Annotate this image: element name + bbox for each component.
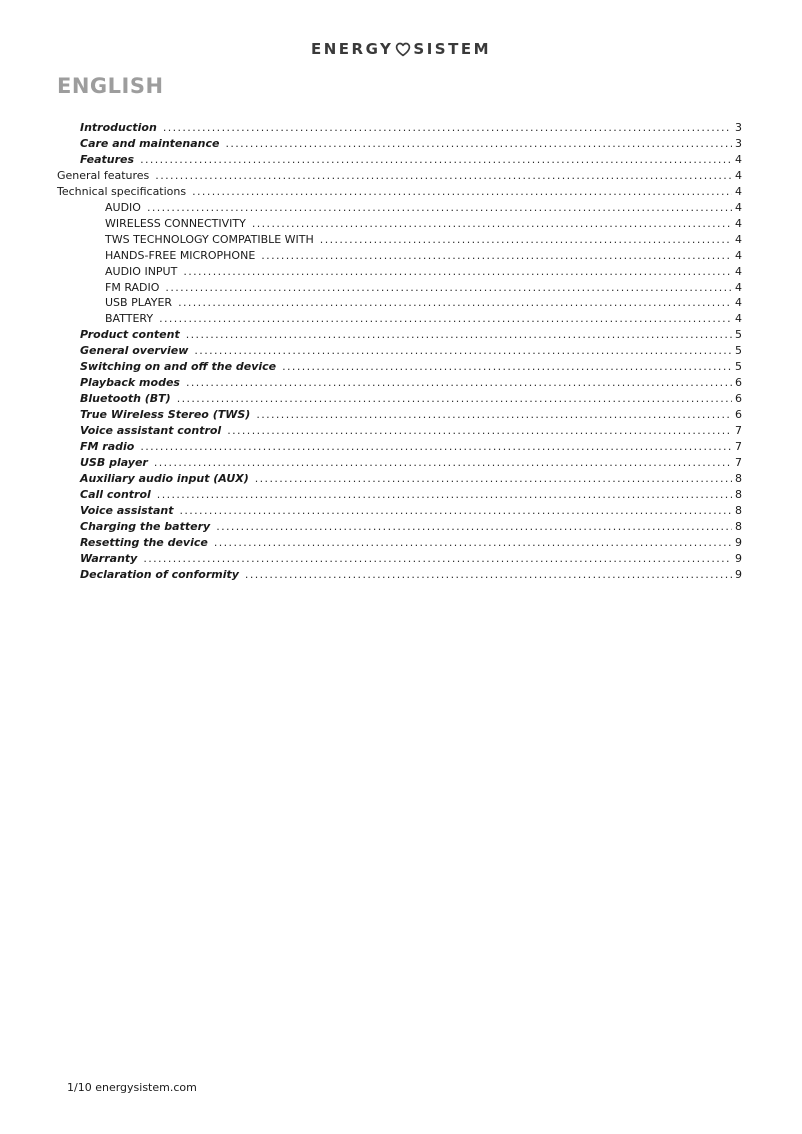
toc-entry-label: Warranty — [80, 551, 138, 565]
toc-entry — [57, 423, 742, 439]
toc-entry-label: USB player — [80, 456, 148, 470]
toc-entry — [57, 343, 742, 359]
dot-leader — [153, 311, 732, 327]
heart-icon — [395, 42, 411, 57]
toc-entry-label: Resetting the device — [80, 535, 208, 549]
toc-entry — [57, 120, 742, 136]
toc-entry-page: 5 — [735, 360, 742, 374]
dot-leader — [239, 567, 732, 583]
toc-entry — [57, 216, 742, 232]
toc-entry-page: 8 — [735, 503, 742, 517]
toc-entry — [57, 327, 742, 343]
dot-leader — [314, 232, 732, 248]
toc-entry-label: HANDS-FREE MICROPHONE — [105, 248, 256, 262]
toc-entry-label: AUDIO INPUT — [105, 264, 178, 278]
dot-leader — [149, 168, 732, 184]
toc-entry-page: 3 — [735, 121, 742, 134]
dot-leader — [137, 551, 732, 567]
toc-entry-page: 4 — [735, 248, 742, 262]
toc-entry — [57, 535, 742, 551]
dot-leader — [173, 503, 732, 519]
dot-leader — [246, 216, 732, 232]
toc-entry-page: 9 — [735, 551, 742, 565]
dot-leader — [221, 423, 732, 439]
dot-leader — [141, 200, 732, 216]
dot-leader — [249, 471, 732, 487]
toc-entry-page: 8 — [735, 471, 742, 485]
dot-leader — [255, 248, 732, 264]
dot-leader — [148, 455, 732, 471]
toc-entry-page: 4 — [735, 168, 742, 182]
toc-entry-label: Features — [80, 152, 135, 166]
dot-leader — [208, 535, 732, 551]
toc-entry — [57, 264, 742, 280]
dot-leader — [157, 120, 732, 136]
dot-leader — [180, 375, 732, 391]
toc-entry-page: 7 — [735, 440, 742, 454]
toc-entry-label: Technical specifications — [57, 184, 187, 198]
toc-entry-page: 6 — [735, 408, 742, 422]
toc-entry — [57, 519, 742, 535]
dot-leader — [151, 487, 732, 503]
toc-entry — [57, 311, 742, 327]
toc-entry — [57, 295, 742, 311]
toc-entry-page: 4 — [735, 216, 742, 230]
toc-entry — [57, 471, 742, 487]
toc-entry-page: 7 — [735, 456, 742, 470]
page-footer: 1/10 energysistem.com — [67, 1081, 197, 1094]
brand-logo — [0, 0, 802, 58]
toc-entry-label: True Wireless Stereo (TWS) — [80, 408, 251, 422]
logo-text-energy: ENERGY — [310, 40, 394, 58]
toc-entry-label: Auxiliary audio input (AUX) — [80, 471, 249, 485]
toc-entry-label: Bluetooth (BT) — [80, 392, 171, 406]
toc-entry — [57, 280, 742, 296]
toc-entry-page: 8 — [735, 487, 742, 501]
toc-entry — [57, 439, 742, 455]
dot-leader — [250, 407, 732, 423]
toc-entry — [57, 152, 742, 168]
table-of-contents — [57, 120, 742, 583]
toc-entry — [57, 455, 742, 471]
toc-entry-label: Call control — [80, 487, 151, 501]
toc-entry — [57, 407, 742, 423]
toc-entry-label: TWS TECHNOLOGY COMPATIBLE WITH — [105, 232, 314, 246]
toc-entry-page: 3 — [735, 136, 742, 150]
logo-text-sistem: SISTEM — [413, 40, 492, 58]
toc-entry-page: 8 — [735, 519, 742, 533]
toc-entry-page: 5 — [735, 328, 742, 342]
page-title: ENGLISH — [57, 74, 164, 98]
toc-entry-label: USB PLAYER — [105, 296, 173, 310]
toc-entry — [57, 136, 742, 152]
dot-leader — [188, 343, 732, 359]
toc-entry — [57, 375, 742, 391]
toc-entry-page: 9 — [735, 535, 742, 549]
toc-entry-page: 9 — [735, 567, 742, 581]
toc-entry — [57, 391, 742, 407]
toc-entry-label: Introduction — [80, 121, 157, 134]
toc-entry-page: 4 — [735, 312, 742, 326]
toc-entry-label: AUDIO — [105, 200, 141, 214]
toc-entry-page: 4 — [735, 296, 742, 310]
toc-entry — [57, 184, 742, 200]
dot-leader — [159, 280, 732, 296]
toc-entry-label: BATTERY — [105, 312, 154, 326]
toc-entry — [57, 359, 742, 375]
toc-entry-page: 4 — [735, 200, 742, 214]
toc-entry-label: FM radio — [80, 440, 135, 454]
toc-entry-label: General overview — [80, 344, 189, 358]
toc-entry-label: Product content — [80, 328, 180, 342]
toc-entry — [57, 503, 742, 519]
toc-entry-label: Voice assistant — [80, 503, 174, 517]
toc-entry-page: 5 — [735, 344, 742, 358]
dot-leader — [172, 295, 732, 311]
toc-entry-page: 4 — [735, 232, 742, 246]
toc-entry-page: 7 — [735, 424, 742, 438]
dot-leader — [177, 264, 732, 280]
toc-entry — [57, 551, 742, 567]
toc-entry-label: Voice assistant control — [80, 424, 222, 438]
toc-entry-label: FM RADIO — [105, 280, 160, 294]
toc-entry-page: 4 — [735, 184, 742, 198]
toc-entry-page: 4 — [735, 152, 742, 166]
toc-entry-page: 4 — [735, 264, 742, 278]
toc-entry-label: Declaration of conformity — [80, 567, 239, 581]
dot-leader — [219, 136, 732, 152]
dot-leader — [134, 152, 732, 168]
toc-entry-label: Switching on and off the device — [80, 360, 277, 374]
dot-leader — [210, 519, 732, 535]
toc-entry-label: WIRELESS CONNECTIVITY — [105, 216, 246, 230]
toc-entry — [57, 200, 742, 216]
dot-leader — [171, 391, 732, 407]
toc-entry-page: 6 — [735, 376, 742, 390]
toc-entry — [57, 248, 742, 264]
dot-leader — [276, 359, 732, 375]
toc-entry — [57, 567, 742, 583]
toc-entry-label: Care and maintenance — [80, 136, 220, 150]
toc-entry-page: 4 — [735, 280, 742, 294]
toc-entry — [57, 232, 742, 248]
dot-leader — [134, 439, 732, 455]
dot-leader — [180, 327, 732, 343]
toc-entry — [57, 168, 742, 184]
toc-entry — [57, 487, 742, 503]
toc-entry-label: Playback modes — [80, 376, 180, 390]
dot-leader — [186, 184, 732, 200]
toc-entry-label: General features — [57, 168, 150, 182]
toc-entry-page: 6 — [735, 392, 742, 406]
toc-entry-label: Charging the battery — [80, 519, 211, 533]
